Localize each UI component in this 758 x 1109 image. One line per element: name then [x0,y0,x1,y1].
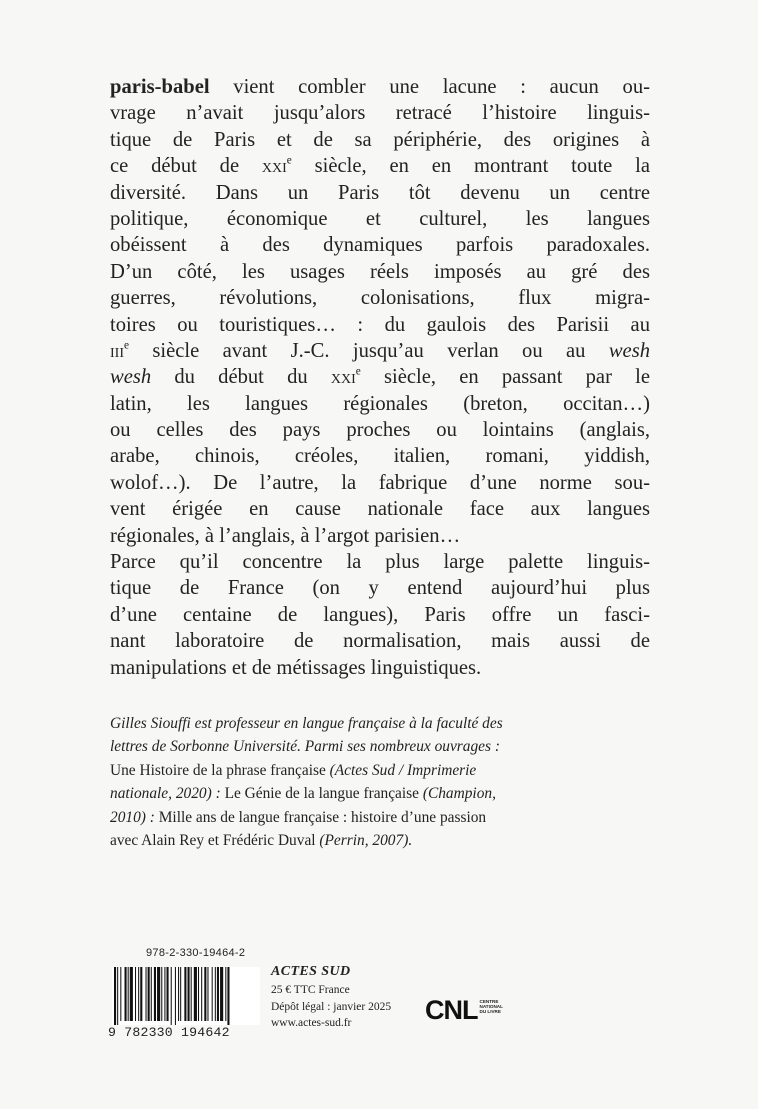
blurb-line: ou celles des pays proches ou lointains (anglais, [110,419,650,442]
blurb-line: nant laboratoire de normalisation, mais aussi de [110,630,650,653]
blurb-line: diversité. Dans un Paris tôt devenu un centre [110,181,650,204]
blurb-line: tique de France (on y entend aujourd’hui plus [110,577,650,600]
bio-line: lettres de Sorbonne Université. Parmi ses nombreux ouvrages : [110,738,500,756]
publisher-name: ACTES SUD [271,964,351,979]
blurb-line: politique, économique et culturel, les langues [110,207,650,230]
barcode-icon [112,967,260,1025]
barcode-digits: 9 782330 194642 [108,1025,230,1040]
back-cover-blurb [110,74,650,681]
blurb-line: toires ou touristiques… : du gaulois des Parisii au [110,313,650,336]
cnl-logo-icon: CNL [425,995,478,1025]
blurb-line: arabe, chinois, créoles, italien, romani, yiddish, [110,445,650,468]
blurb-line: manipulations et de métissages linguistiques. [110,656,482,679]
price: 25 € TTC France [271,984,350,996]
blurb-line: iii$^e$ siècle avant J.-C. jusqu’au verlan ou au wesh [110,339,650,362]
blurb-line: wesh du début du xxi$^e$ siècle, en passant par le [110,365,650,389]
bio-line: nationale, 2020) : Le Génie de la langue française (Champion, [110,785,496,803]
isbn-number: 978-2-330-19464-2 [146,947,246,959]
blurb-line: paris-babel vient combler une lacune : aucun ou- [110,76,650,98]
blurb-line: tique de Paris et de sa périphérie, des origines à [110,128,650,151]
cnl-logo-caption: CENTRE NATIONAL DU LIVRE [479,999,503,1015]
book-title: paris-babel [110,76,210,98]
bio-line: 2010) : Mille ans de langue française : histoire d’une passion [110,808,487,826]
blurb-line: ce début de xxi$^e$ siècle, en en montrant toute la [110,154,650,178]
blurb-line: D’un côté, les usages réels imposés au gré des [110,260,650,283]
blurb-line: latin, les langues régionales (breton, occitan…) [110,392,650,415]
blurb-line: obéissent à des dynamiques parfois paradoxales. [110,234,650,257]
publisher-info [271,962,391,1032]
blurb-line: wolof…). De l’autre, la fabrique d’une norme sou- [110,471,650,494]
blurb-line: guerres, révolutions, colonisations, flux migra- [110,287,650,310]
bio-line: Gilles Siouffi est professeur en langue française à la faculté des [110,715,503,732]
legal-deposit: Dépôt légal : janvier 2025 [271,1000,392,1013]
publisher-website: www.actes-sud.fr [271,1017,352,1029]
blurb-line: Parce qu’il concentre la plus large palette linguis- [110,551,650,574]
author-bio [110,712,650,852]
blurb-line: vrage n’avait jusqu’alors retracé l’histoire linguis- [110,102,650,125]
blurb-line: vent érigée en cause nationale face aux langues [110,498,650,521]
bio-line: avec Alain Rey et Frédéric Duval (Perrin, 2007). [110,831,413,849]
blurb-line: d’une centaine de langues), Paris offre un fasci- [110,603,650,626]
bio-line: Une Histoire de la phrase française (Actes Sud / Imprimerie [110,761,477,779]
cnl-logo [425,997,506,1023]
blurb-line: régionales, à l’anglais, à l’argot parisien… [110,524,461,547]
